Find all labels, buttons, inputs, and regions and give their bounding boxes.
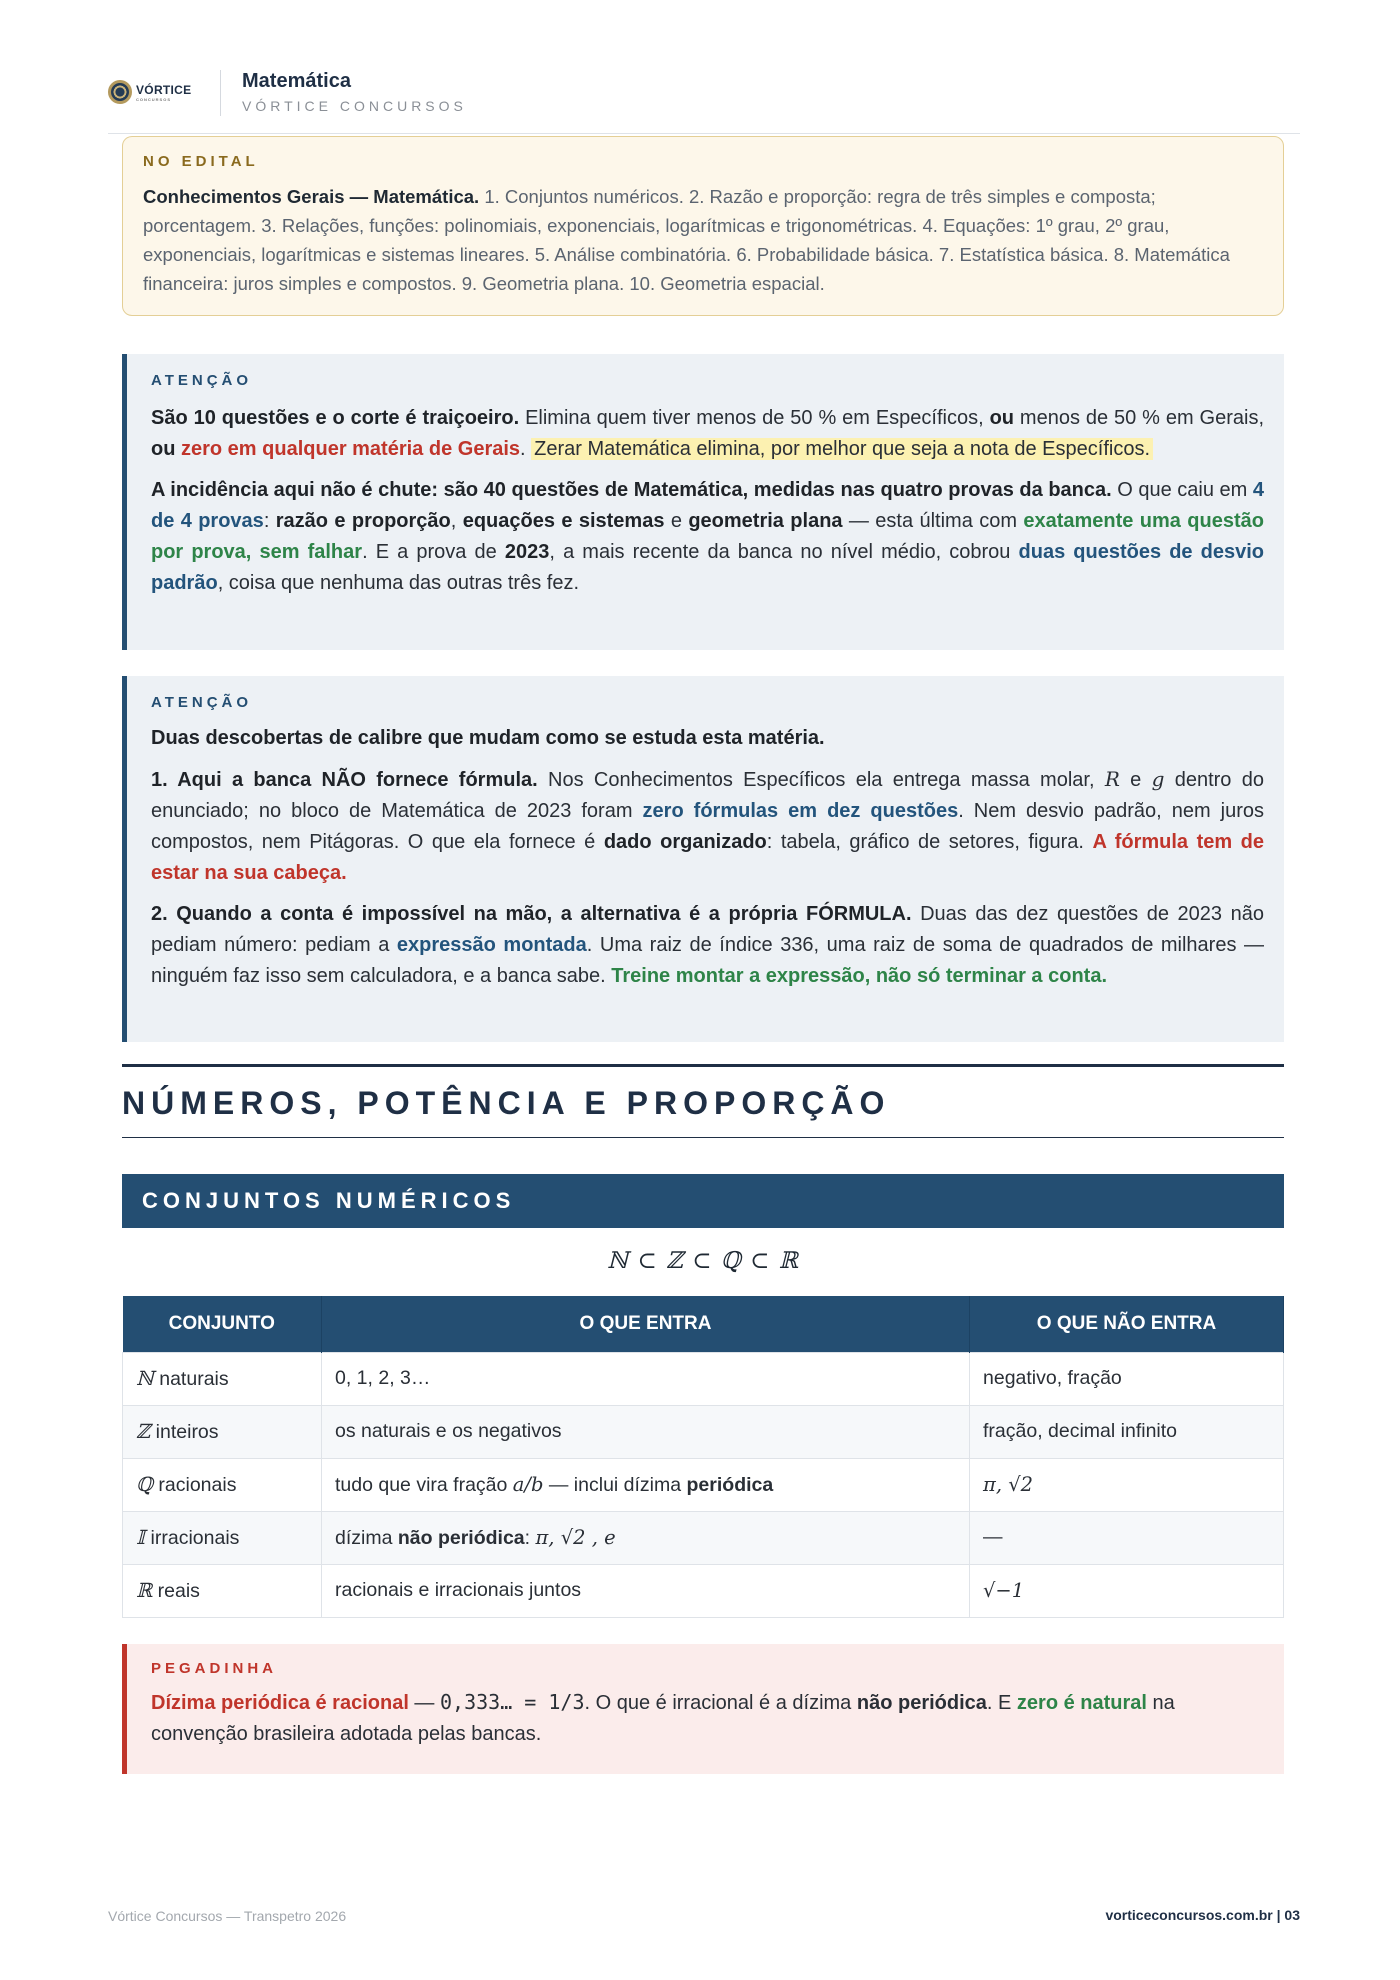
includes-cell: 0, 1, 2, 3…: [322, 1352, 970, 1405]
subsection-band: [122, 1174, 1284, 1228]
column-header-excludes: O QUE NÃO ENTRA: [970, 1296, 1284, 1352]
highlight-text: Zerar Matemática elimina, por melhor que seja a nota de Específicos.: [531, 438, 1153, 460]
table-row: [123, 1352, 1284, 1405]
section-title: NÚMEROS, POTÊNCIA E PROPORÇÃO: [122, 1085, 891, 1121]
attention-label-1: ATENÇÃO: [151, 372, 253, 389]
page-title: Matemática: [242, 70, 351, 92]
includes-cell: os naturais e os negativos: [322, 1405, 970, 1458]
includes-cell: dízima não periódica: π, √2 , e: [322, 1511, 970, 1564]
set-name-cell: ℤ inteiros: [123, 1405, 322, 1458]
number-sets-table: [122, 1296, 1284, 1618]
trap-box: [122, 1644, 1284, 1774]
trap-label: PEGADINHA: [151, 1660, 278, 1677]
footer-url-page: vorticeconcursos.com.br | 03: [1105, 1907, 1300, 1923]
section-heading: [122, 1064, 1284, 1138]
header-divider: [220, 70, 221, 116]
set-name-cell: ℕ naturais: [123, 1352, 322, 1405]
table-header-row: [123, 1296, 1284, 1352]
table-row: [123, 1564, 1284, 1617]
page-subtitle: VÓRTICE CONCURSOS: [242, 98, 467, 114]
attention-box-1: [122, 354, 1284, 650]
vortex-logo-icon: [108, 80, 132, 104]
excludes-cell: π, √2: [970, 1458, 1284, 1511]
brand-logo: [108, 80, 191, 104]
attention-label-2: ATENÇÃO: [151, 694, 253, 711]
logo-text: VÓRTICE CONCURSOS: [136, 82, 192, 102]
set-name-cell: ℚ racionais: [123, 1458, 322, 1511]
footer-source: Vórtice Concursos — Transpetro 2026: [108, 1908, 347, 1924]
set-name-cell: 𝕀 irracionais: [123, 1511, 322, 1564]
edital-label: NO EDITAL: [143, 153, 259, 170]
includes-cell: racionais e irracionais juntos: [322, 1564, 970, 1617]
column-header-set: CONJUNTO: [123, 1296, 322, 1352]
subsection-title: CONJUNTOS NUMÉRICOS: [142, 1188, 516, 1213]
includes-cell: tudo que vira fração a/b — inclui dízima periódica: [322, 1458, 970, 1511]
trap-text: Dízima periódica é racional — 0,333… = 1/3. O que é irracional é a dízima não periódica. E zero é natural na convenção brasileira adotada pelas bancas.: [151, 1690, 1175, 1745]
page-header: [108, 66, 1300, 134]
table-row: [123, 1458, 1284, 1511]
attention-2-paragraph-2: 2. Quando a conta é impossível na mão, a alternativa é a própria FÓRMULA. Duas das dez questões de 2023 não pediam número: pediam a expressão montada. Uma raiz de índice 336, uma raiz de soma de quadrados de milhares — ninguém faz isso sem calculadora, e a banca sabe. Treine montar a expressão, não só terminar a conta.: [151, 903, 1264, 987]
excludes-cell: negativo, fração: [970, 1352, 1284, 1405]
attention-1-paragraph-2: A incidência aqui não é chute: são 40 questões de Matemática, medidas nas quatro provas da banca. O que caiu em 4 de 4 provas: razão e proporção, equações e sistemas e geometria plana — esta última com exatamente uma questão por prova, sem falhar. E a prova de 2023, a mais recente da banca no nível médio, cobrou duas questões de desvio padrão, coisa que nenhuma das outras três fez.: [151, 479, 1265, 594]
excludes-cell: fração, decimal infinito: [970, 1405, 1284, 1458]
table-row: [123, 1511, 1284, 1564]
set-name-cell: ℝ reais: [123, 1564, 322, 1617]
attention-box-2: [122, 676, 1284, 1042]
attention-1-paragraph-1: São 10 questões e o corte é traiçoeiro. Elimina quem tiver menos de 50 % em Específicos, ou menos de 50 % em Gerais, ou zero em qualquer matéria de Gerais. Zerar Matemática elimina, por melhor que seja a nota de Específicos.: [151, 407, 1265, 460]
excludes-cell: √−1: [970, 1564, 1284, 1617]
column-header-includes: O QUE ENTRA: [322, 1296, 970, 1352]
table-row: [123, 1405, 1284, 1458]
logo-subtext: CONCURSOS: [136, 96, 172, 102]
edital-box: [122, 136, 1284, 316]
excludes-cell: —: [970, 1511, 1284, 1564]
set-inclusion-formula: ℕ ⊂ ℤ ⊂ ℚ ⊂ ℝ: [607, 1248, 799, 1274]
attention-2-paragraph-1: 1. Aqui a banca NÃO fornece fórmula. Nos Conhecimentos Específicos ela entrega massa molar, R e g dentro do enunciado; no bloco de Matemática de 2023 foram zero fórmulas em dez questões. Nem desvio padrão, nem juros compostos, nem Pitágoras. O que ela fornece é dado organizado: tabela, gráfico de setores, figura. A fórmula tem de estar na sua cabeça.: [151, 767, 1264, 884]
attention-2-intro: Duas descobertas de calibre que mudam como se estuda esta matéria.: [151, 727, 825, 749]
edital-text: Conhecimentos Gerais — Matemática. 1. Conjuntos numéricos. 2. Razão e proporção: regra de três simples e composta; porcentagem. 3. Relações, funções: polinomiais, exponenciais, logarítmicas e trigonométricas. 4. Equações: 1º grau, 2º grau, exponenciais, logarítmicas e sistemas lineares. 5. Análise combinatória. 6. Probabilidade básica. 7. Estatística básica. 8. Matemática financeira: juros simples e compostos. 9. Geometria plana. 10. Geometria espacial.: [143, 186, 1230, 294]
